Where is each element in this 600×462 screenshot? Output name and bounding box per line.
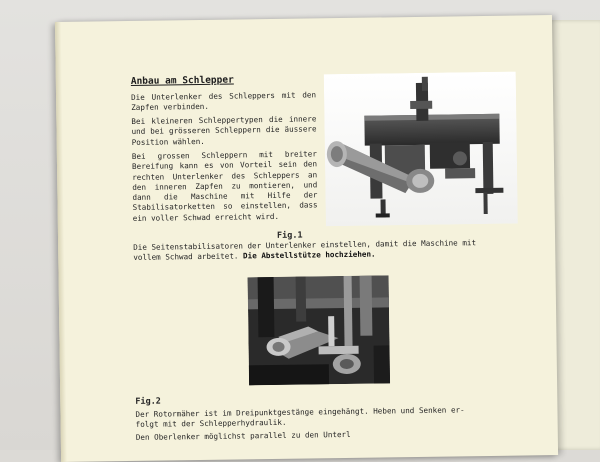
paragraph-2: Bei kleineren Schleppertypen die innere und bei grösseren Schleppern die äussere Position wählen. xyxy=(131,114,317,147)
fig1-caption: Fig.1 xyxy=(276,230,303,241)
fig1-photo xyxy=(324,72,518,227)
fig1-text-line-2 xyxy=(133,250,375,264)
fig2-photo xyxy=(248,275,390,385)
fig2-caption: Fig.2 xyxy=(135,396,161,407)
fig1-text-normal: vollem Schwad arbeitet. xyxy=(133,251,244,262)
paragraph-1: Die Unterlenker des Schleppers mit den Zapfen verbinden. xyxy=(130,90,317,113)
fig2-text-line-1: Der Rotormäher ist im Dreipunktgestänge eingehängt. Heben und Senken er- xyxy=(135,405,465,419)
fig2-text-line-2: folgt mit der Schlepperhydraulik. xyxy=(135,417,287,429)
fig1-text-bold: Die Abstellstütze hochziehen. xyxy=(242,249,376,261)
fig2-text-line-3: Den Oberlenker möglichst parallel zu den Unterl xyxy=(135,429,351,442)
fig1-text-line-1: Die Seitenstabilisatoren der Unterlenker einstellen, damit die Maschine mit xyxy=(133,238,477,252)
section-heading: Anbau am Schlepper xyxy=(130,74,234,87)
manual-page xyxy=(55,15,558,462)
paragraph-3: Bei grossen Schleppern mit breiter Bereifung kann es von Vorteil sein den rechten Unterlenker des Schleppers an den inneren Zapfen zu montieren, und dann die Maschine mit Hilfe der Stabilisatorketten so einstellen, dass ein voller Schwad erreicht wird. xyxy=(131,149,318,223)
